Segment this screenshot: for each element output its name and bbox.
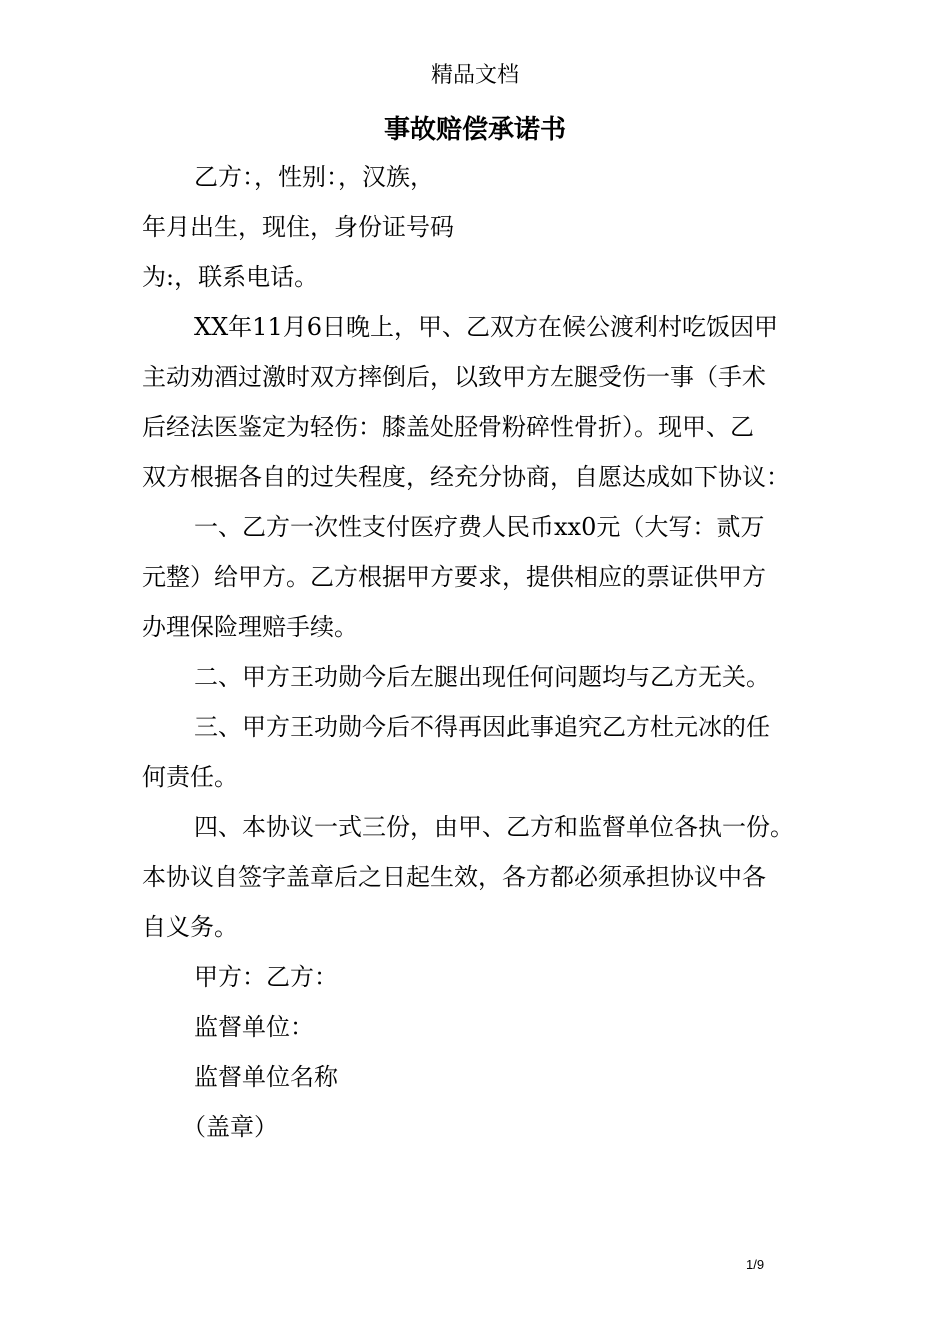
supervisor-name-label: 监督单位名称 [194, 1063, 338, 1091]
supervisor-label: 监督单位： [194, 1013, 314, 1041]
incident-paragraph-line: 主动劝酒过激时双方摔倒后，以致甲方左腿受伤一事（手术 [142, 363, 766, 391]
page-header: 精品文档 [430, 63, 519, 88]
clause-three-line: 三、甲方王功勋今后不得再因此事追究乙方杜元冰的任 [194, 713, 770, 741]
clause-one-line: 办理保险理赔手续。 [142, 613, 358, 641]
clause-two-line: 二、甲方王功勋今后左腿出现任何问题均与乙方无关。 [194, 663, 770, 691]
clause-one-line: 元整）给甲方。乙方根据甲方要求，提供相应的票证供甲方 [142, 563, 766, 591]
incident-paragraph-line: 双方根据各自的过失程度，经充分协商，自愿达成如下协议： [142, 463, 790, 491]
contact-line: 为:，联系电话。 [142, 263, 319, 291]
document-body [142, 152, 832, 1152]
clause-four-line: 自义务。 [142, 913, 238, 941]
incident-paragraph-line: 后经法医鉴定为轻伤：膝盖处胫骨粉碎性骨折）。现甲、乙 [142, 413, 754, 441]
signature-parties-line: 甲方：乙方： [194, 963, 338, 991]
seal-label: （盖章） [182, 1113, 278, 1141]
party-b-info-line: 乙方：，性别：，汉族， [194, 163, 434, 191]
clause-three-line: 何责任。 [142, 763, 238, 791]
document-title: 事故赔偿承诺书 [383, 115, 566, 145]
clause-four-line: 本协议自签字盖章后之日起生效，各方都必须承担协议中各 [142, 863, 766, 891]
birth-address-line: 年月出生，现住，身份证号码 [142, 213, 454, 241]
page-number: 1/9 [746, 1257, 765, 1272]
incident-paragraph-line: XX年11月6日晚上，甲、乙双方在候公渡利村吃饭因甲 [194, 313, 778, 341]
clause-four-line: 四、本协议一式三份，由甲、乙方和监督单位各执一份。 [194, 813, 794, 841]
clause-one-line: 一、乙方一次性支付医疗费人民币xx0元（大写：贰万 [194, 513, 765, 541]
